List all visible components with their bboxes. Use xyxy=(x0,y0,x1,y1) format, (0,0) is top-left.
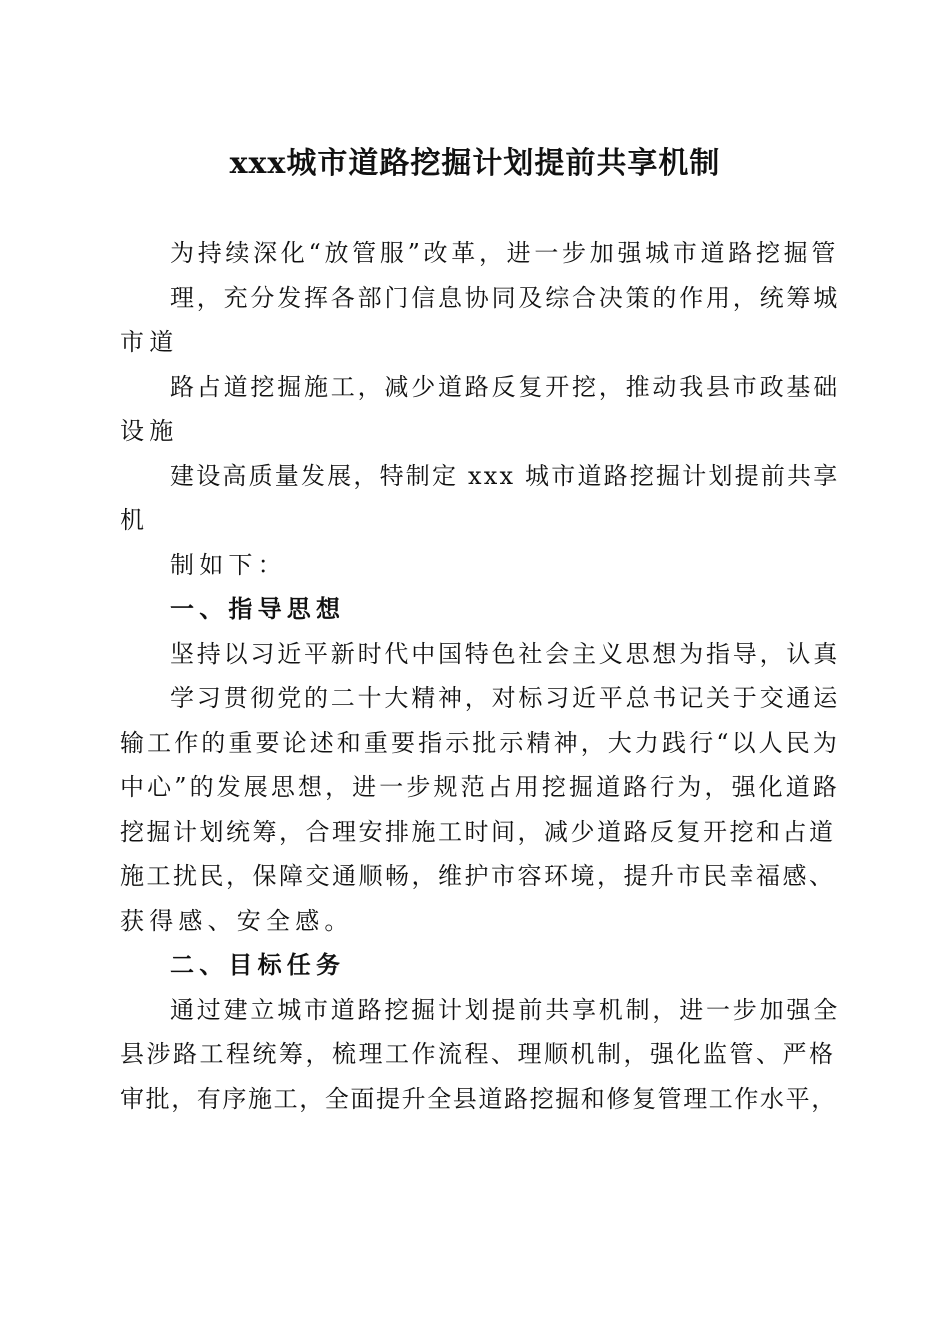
paragraph-line: 市道 xyxy=(120,328,179,356)
paragraph-line: 制如下： xyxy=(170,550,287,579)
section-heading: 一、指导思想 xyxy=(170,594,346,623)
paragraph-line: 理，充分发挥各部门信息协同及综合决策的作用，统筹城 xyxy=(170,283,840,312)
paragraph-line: 审批，有序施工，全面提升全县道路挖掘和修复管理工作水平， xyxy=(120,1084,837,1113)
paragraph-line: 挖掘计划统筹，合理安排施工时间，减少道路反复开挖和占道 xyxy=(120,817,836,846)
paragraph-line: 获得感、安全感。 xyxy=(120,906,354,935)
paragraph-line: 为持续深化“放管服”改革，进一步加强城市道路挖掘管 xyxy=(170,239,840,267)
document-body xyxy=(120,231,840,1121)
section-heading: 二、目标任务 xyxy=(170,950,346,979)
paragraph-line: 通过建立城市道路挖掘计划提前共享机制，进一步加强全 xyxy=(170,995,840,1024)
paragraph-line: 县涉路工程统筹，梳理工作流程、理顺机制，强化监管、严格 xyxy=(120,1040,836,1068)
paragraph-line: 建设高质量发展，特制定 xxx 城市道路挖掘计划提前共享 xyxy=(170,461,840,490)
paragraph-line: 学习贯彻党的二十大精神，对标习近平总书记关于交通运 xyxy=(170,684,840,712)
paragraph-line: 路占道挖掘施工，减少道路反复开挖，推动我县市政基础 xyxy=(170,372,840,401)
document-title: xxx城市道路挖掘计划提前共享机制 xyxy=(229,146,721,181)
paragraph-line: 施工扰民，保障交通顺畅，维护市容环境，提升市民幸福感、 xyxy=(120,862,836,890)
paragraph-line: 设施 xyxy=(120,417,179,445)
paragraph-line: 输工作的重要论述和重要指示批示精神，大力践行“以人民为 xyxy=(120,728,840,757)
paragraph-line: 机 xyxy=(120,506,150,534)
paragraph-line: 坚持以习近平新时代中国特色社会主义思想为指导，认真 xyxy=(170,639,840,668)
paragraph-line: 中心”的发展思想，进一步规范占用挖掘道路行为，强化道路 xyxy=(120,773,840,801)
